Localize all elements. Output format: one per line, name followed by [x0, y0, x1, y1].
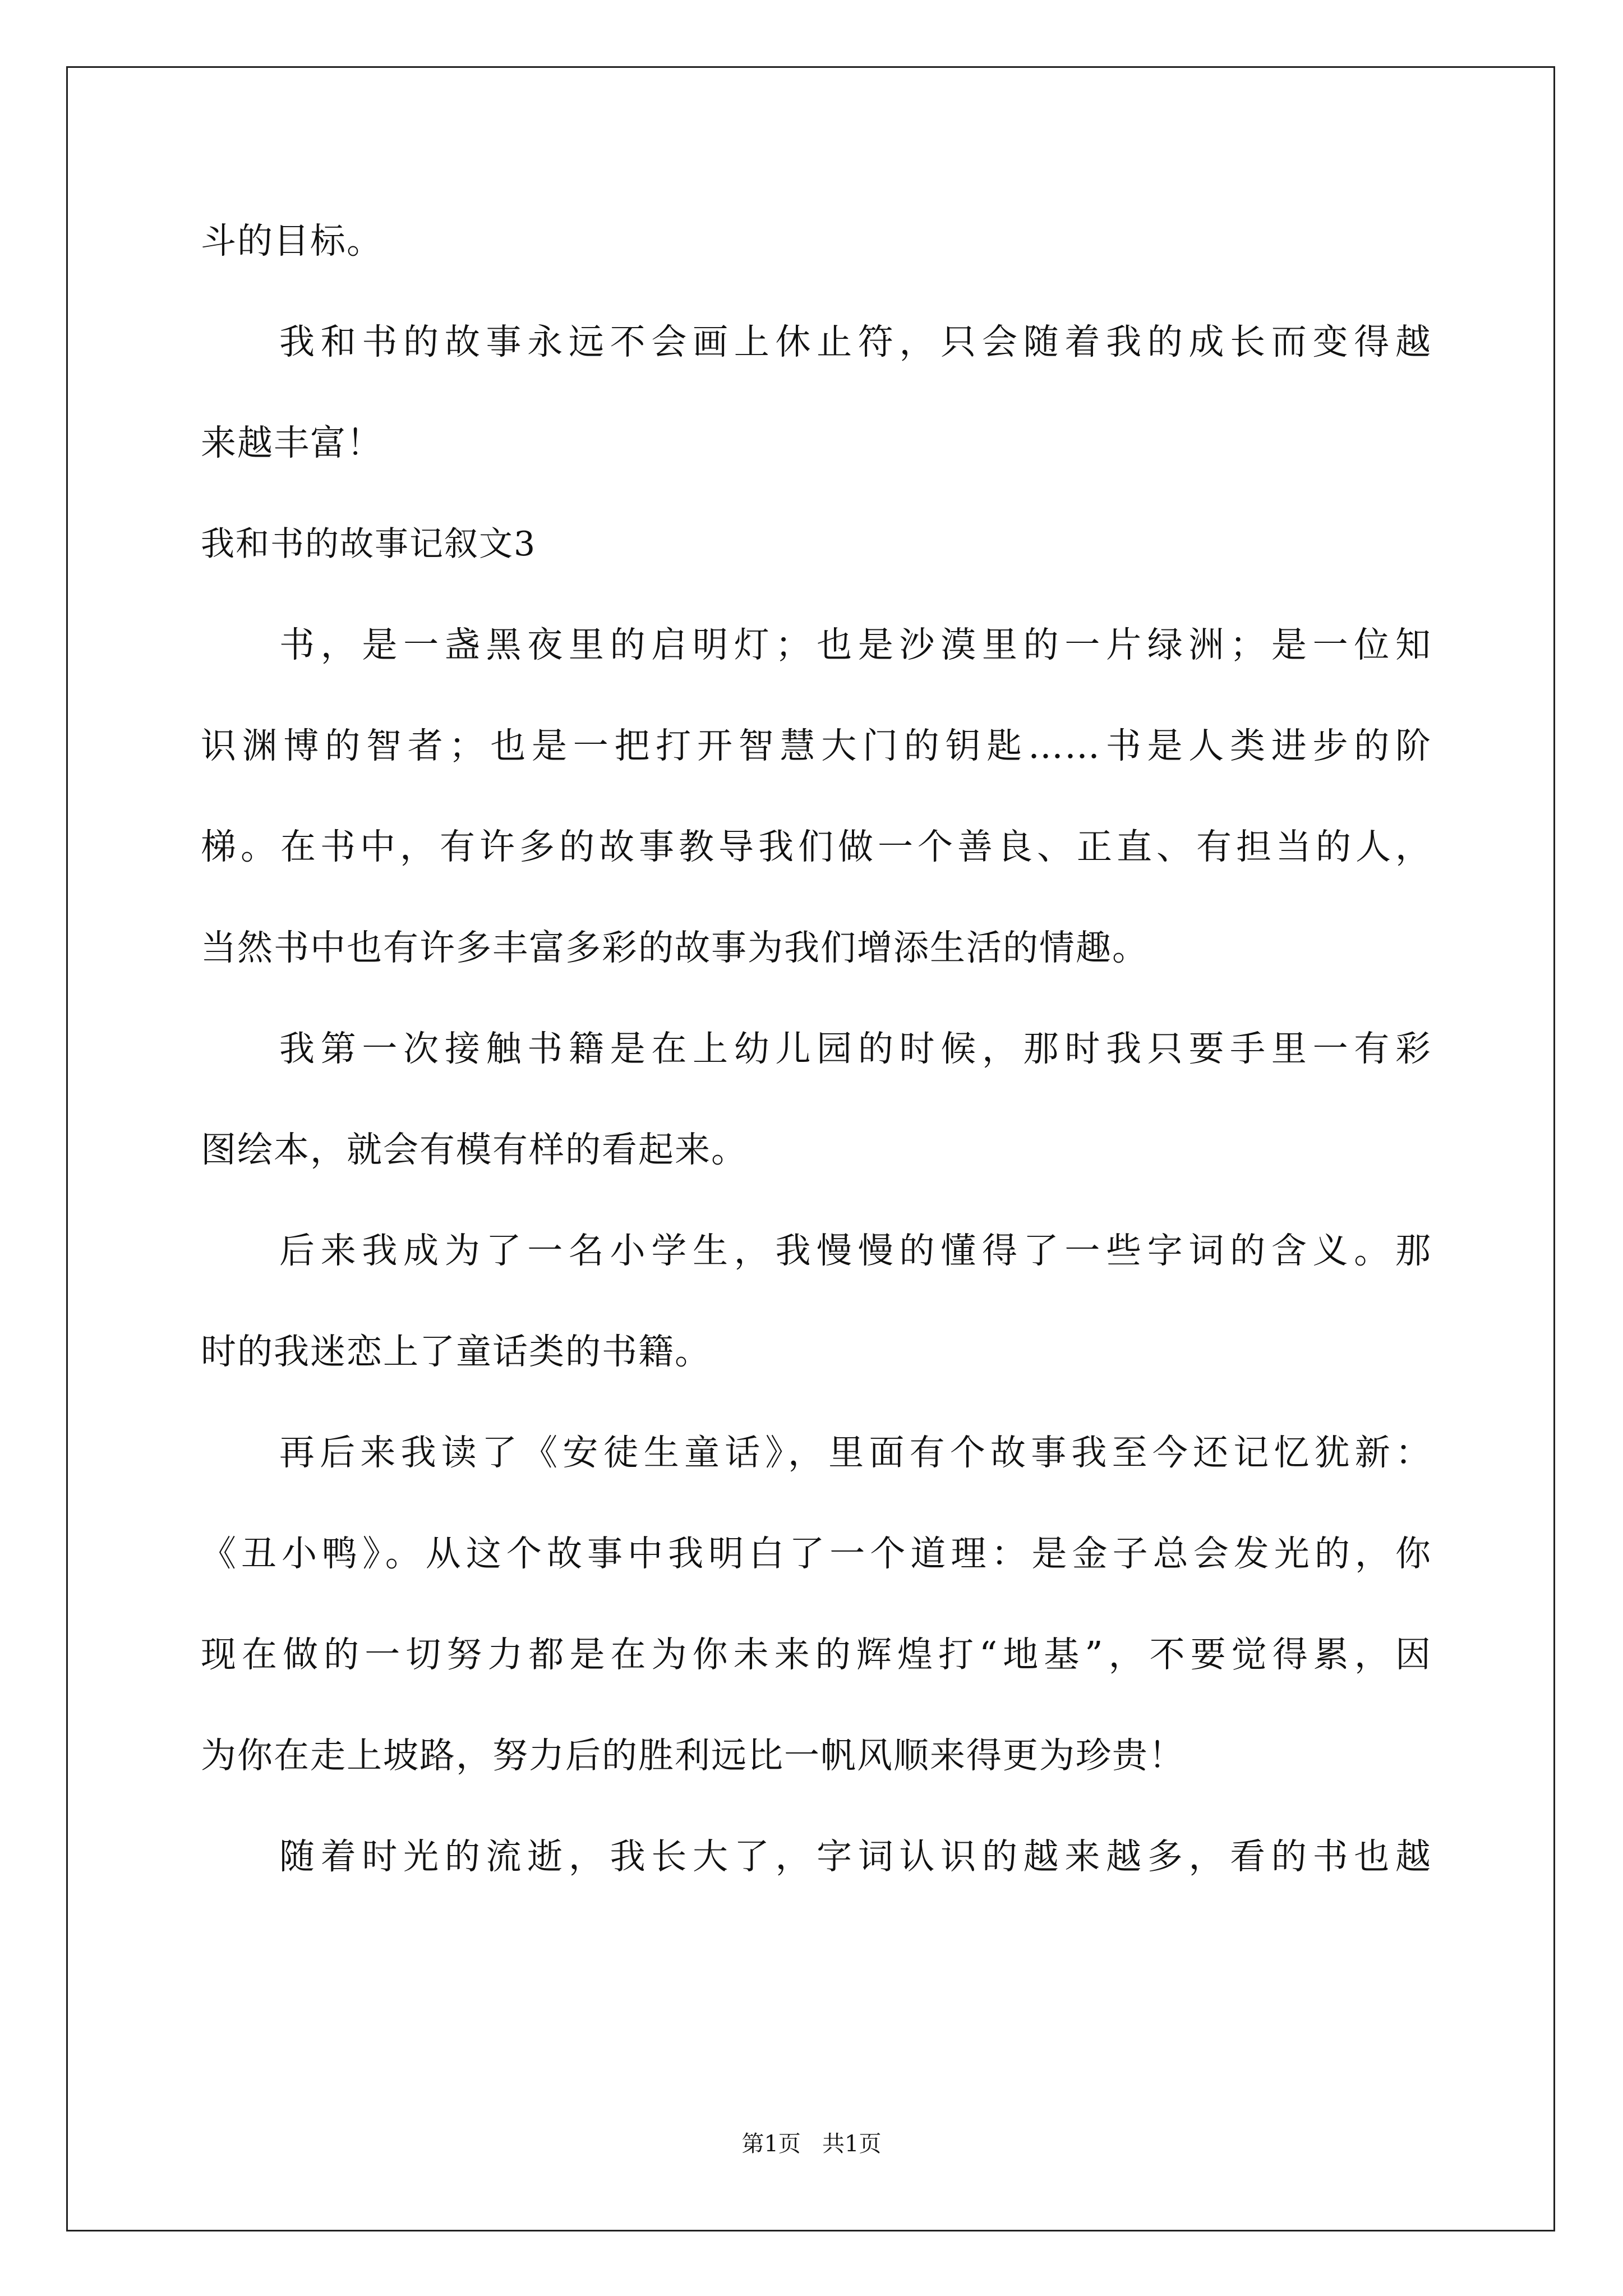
text-line: 识渊博的智者；也是一把打开智慧大门的钥匙……书是人类进步的阶 [201, 725, 1432, 766]
text-line: 时的我迷恋上了童话类的书籍。 [201, 1331, 711, 1372]
text-line: 我第一次接触书籍是在上幼儿园的时候，那时我只要手里一有彩 [279, 1028, 1432, 1069]
page-footer: 第1页 共1页 [741, 2131, 882, 2157]
text-line: 当然书中也有许多丰富多彩的故事为我们增添生活的情趣。 [201, 927, 1149, 968]
text-line: 《丑小鸭》。从这个故事中我明白了一个道理：是金子总会发光的，你 [201, 1533, 1432, 1574]
text-line: 梯。在书中，有许多的故事教导我们做一个善良、正直、有担当的人， [201, 826, 1432, 867]
section-heading: 我和书的故事记叙文3 [201, 524, 537, 564]
text-line: 后来我成为了一名小学生，我慢慢的懂得了一些字词的含义。那 [279, 1230, 1432, 1271]
text-line: 我和书的故事永远不会画上休止符，只会随着我的成长而变得越 [279, 321, 1432, 362]
text-line: 随着时光的流逝，我长大了，字词认识的越来越多，看的书也越 [279, 1836, 1432, 1877]
text-line: 图绘本，就会有模有样的看起来。 [201, 1129, 748, 1170]
text-line: 来越丰富！ [201, 422, 383, 463]
text-line: 为你在走上坡路，努力后的胜利远比一帆风顺来得更为珍贵！ [201, 1735, 1185, 1776]
text-line: 再后来我读了《安徒生童话》，里面有个故事我至今还记忆犹新： [279, 1432, 1432, 1473]
document-body [201, 191, 1432, 1907]
text-line: 斗的目标。 [201, 220, 383, 261]
text-line: 书，是一盏黑夜里的启明灯；也是沙漠里的一片绿洲；是一位知 [279, 624, 1432, 665]
text-line: 现在做的一切努力都是在为你未来的辉煌打“地基”，不要觉得累，因 [201, 1634, 1432, 1675]
